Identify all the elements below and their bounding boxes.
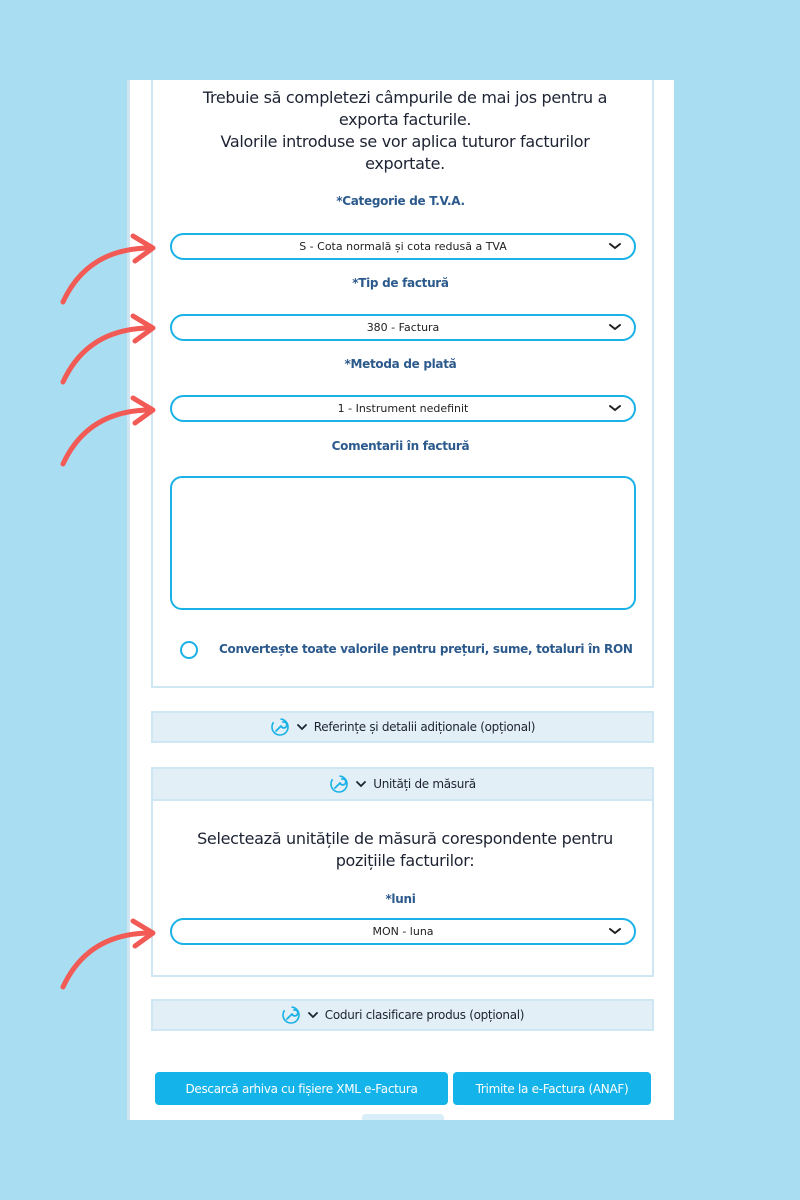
units-accordion-label: Unități de măsură	[373, 777, 476, 791]
units-prompt-line-2: pozițiile facturilor:	[335, 851, 475, 870]
curved-arrow-icon	[55, 915, 165, 995]
comments-textarea[interactable]	[170, 476, 636, 610]
units-prompt	[165, 828, 645, 872]
chevron-down-icon	[608, 925, 622, 937]
payment-method-value: 1 - Instrument nedefinit	[337, 402, 469, 415]
partial-button	[362, 1114, 444, 1120]
convert-ron-label: Convertește toate valorile pentru prețuri, sume, totaluri în RON	[219, 642, 633, 656]
wrench-icon	[270, 717, 290, 737]
invoice-type-select[interactable]	[170, 314, 636, 341]
references-accordion[interactable]	[151, 711, 654, 743]
chevron-down-icon	[608, 321, 622, 333]
send-to-efactura-button[interactable]: Trimite la e-Factura (ANAF)	[453, 1072, 651, 1105]
intro-line-2: exporta facturile.	[338, 110, 472, 129]
units-accordion[interactable]	[151, 767, 654, 801]
chevron-down-icon	[307, 1010, 319, 1020]
unit-months-select[interactable]	[170, 918, 636, 945]
comments-label: Comentarii în factură	[331, 439, 470, 453]
intro-text	[185, 87, 625, 175]
product-codes-accordion[interactable]	[151, 999, 654, 1031]
references-accordion-label: Referințe și detalii adiționale (opțional)	[313, 720, 536, 734]
curved-arrow-icon	[55, 392, 165, 472]
product-codes-accordion-label: Coduri clasificare produs (opțional)	[324, 1008, 525, 1022]
chevron-down-icon	[608, 240, 622, 252]
export-panel	[127, 80, 674, 1120]
curved-arrow-icon	[55, 230, 165, 310]
vat-category-select[interactable]	[170, 233, 636, 260]
invoice-type-value: 380 - Factura	[366, 321, 440, 334]
curved-arrow-icon	[55, 310, 165, 390]
wrench-icon	[281, 1005, 301, 1025]
convert-ron-radio[interactable]	[180, 641, 198, 659]
payment-method-label: *Metoda de plată	[344, 357, 457, 371]
chevron-down-icon	[355, 779, 367, 789]
wrench-icon	[329, 774, 349, 794]
vat-category-label: *Categorie de T.V.A.	[336, 194, 465, 208]
units-prompt-line-1: Selectează unitățile de măsură corespondente pentru	[197, 829, 613, 848]
intro-line-1: Trebuie să completezi câmpurile de mai jos pentru a	[202, 88, 608, 107]
unit-months-label: *luni	[385, 892, 416, 906]
intro-line-4: exportate.	[365, 154, 445, 173]
chevron-down-icon	[608, 402, 622, 414]
unit-months-value: MON - luna	[372, 925, 434, 938]
chevron-down-icon	[296, 722, 308, 732]
download-xml-archive-button[interactable]: Descarcă arhiva cu fișiere XML e-Factura	[155, 1072, 448, 1105]
payment-method-select[interactable]	[170, 395, 636, 422]
intro-line-3: Valorile introduse se vor aplica tuturor facturilor	[220, 132, 590, 151]
invoice-type-label: *Tip de factură	[352, 276, 449, 290]
vat-category-value: S - Cota normală și cota redusă a TVA	[299, 240, 507, 253]
